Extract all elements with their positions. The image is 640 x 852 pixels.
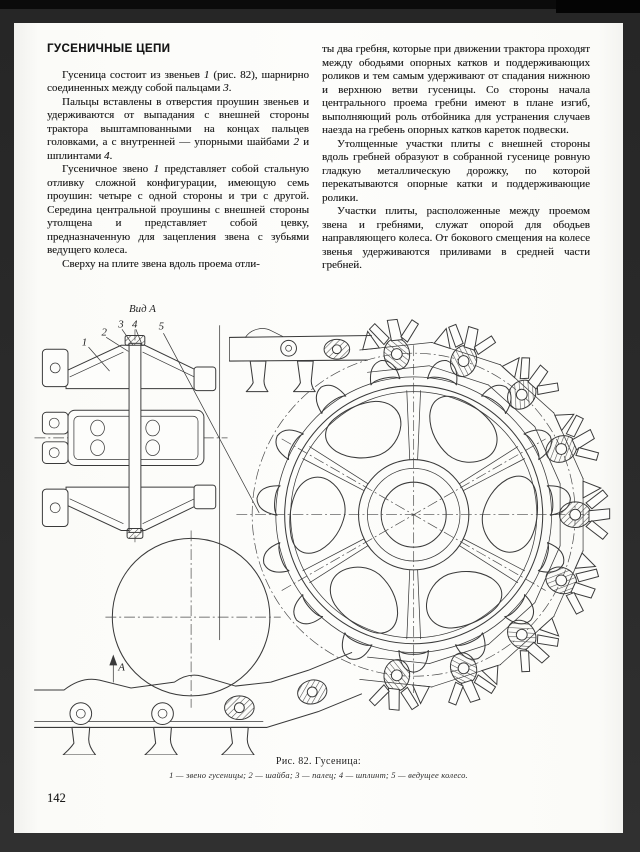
book-page — [14, 23, 623, 833]
link-plan-view — [35, 326, 228, 640]
text-columns — [47, 43, 590, 273]
paragraph: Участки плиты, расположенные между проемом звена и гребнями, служат опорой для ободьев направляющего колеса. От бокового смещения на колесе звенья удерживаются приливами в средней части гребней. — [322, 205, 590, 271]
track-drawing-svg — [30, 300, 626, 755]
section-heading: ГУСЕНИЧНЫЕ ЦЕПИ — [47, 43, 171, 55]
view-label: Вид А — [129, 302, 156, 315]
top-right-black-block — [556, 0, 640, 13]
callout-5: 5 — [158, 320, 165, 333]
paragraph: Утолщенные участки плиты с внешней стороны вдоль гребней образуют в собранной гусенице ровную гладкую металлическую дорожку, по которой перекатываются опорные катки и поддерживающие ролики. — [322, 137, 590, 204]
top-black-bar — [0, 0, 640, 9]
idler-circle — [105, 530, 280, 707]
callout-3: 3 — [118, 318, 124, 331]
left-column — [47, 43, 309, 273]
callout-1: 1 — [81, 336, 88, 349]
figure-track-diagram — [30, 300, 626, 755]
view-arrow-a — [109, 655, 125, 683]
paragraph: ты два гребня, которые при движении трактора проходят между ободьями опорных катков и поддерживающих роликов и тем самым удерживают от спадания нижнюю и верхнюю ветви гусеницы. Со стороны начала центрального проема гребни имеют в плане изгиб, выполняющий роль отбойника для устранения случаев наезда на гребень опорных катков кареток подвески. — [322, 43, 590, 136]
paragraph: Гусеница состоит из звеньев 1 (рис. 82), шарнирно соединенных между собой пальцами 3. — [47, 68, 309, 94]
figure-caption — [14, 756, 623, 780]
paragraph: Сверху на плите звена вдоль проема отли- — [62, 257, 260, 270]
right-column — [322, 43, 590, 273]
paragraph: Пальцы вставлены в отверстия проушин звеньев и удерживаются от выпадания с внешней стороны трактора выштампованными на концах пальцев головками, а с внутренней — упорными шайбами 2 и шплинтами 4. — [47, 95, 309, 162]
callout-4: 4 — [132, 318, 138, 331]
track-top-run — [230, 329, 372, 392]
track-bottom-run — [35, 653, 362, 755]
caption-title: Рис. 82. Гусеница: — [275, 756, 362, 767]
caption-legend: 1 — звено гусеницы; 2 — шайба; 3 — палец; 4 — шплинт; 5 — ведущее колесо. — [169, 770, 468, 780]
callout-2: 2 — [101, 326, 107, 339]
arrow-label: А — [118, 661, 125, 674]
paragraph: Гусеничное звено 1 представляет собой стальную отливку сложной конфигурации, имеющую семь проушин: четыре с одной стороны и три с другой. Середина центральной проушины с внешней стороны утолщена и представляет собой цевку, предназначенную для зацепления звена с зубьями ведущего колеса. — [47, 163, 309, 256]
page-number: 142 — [47, 791, 66, 805]
